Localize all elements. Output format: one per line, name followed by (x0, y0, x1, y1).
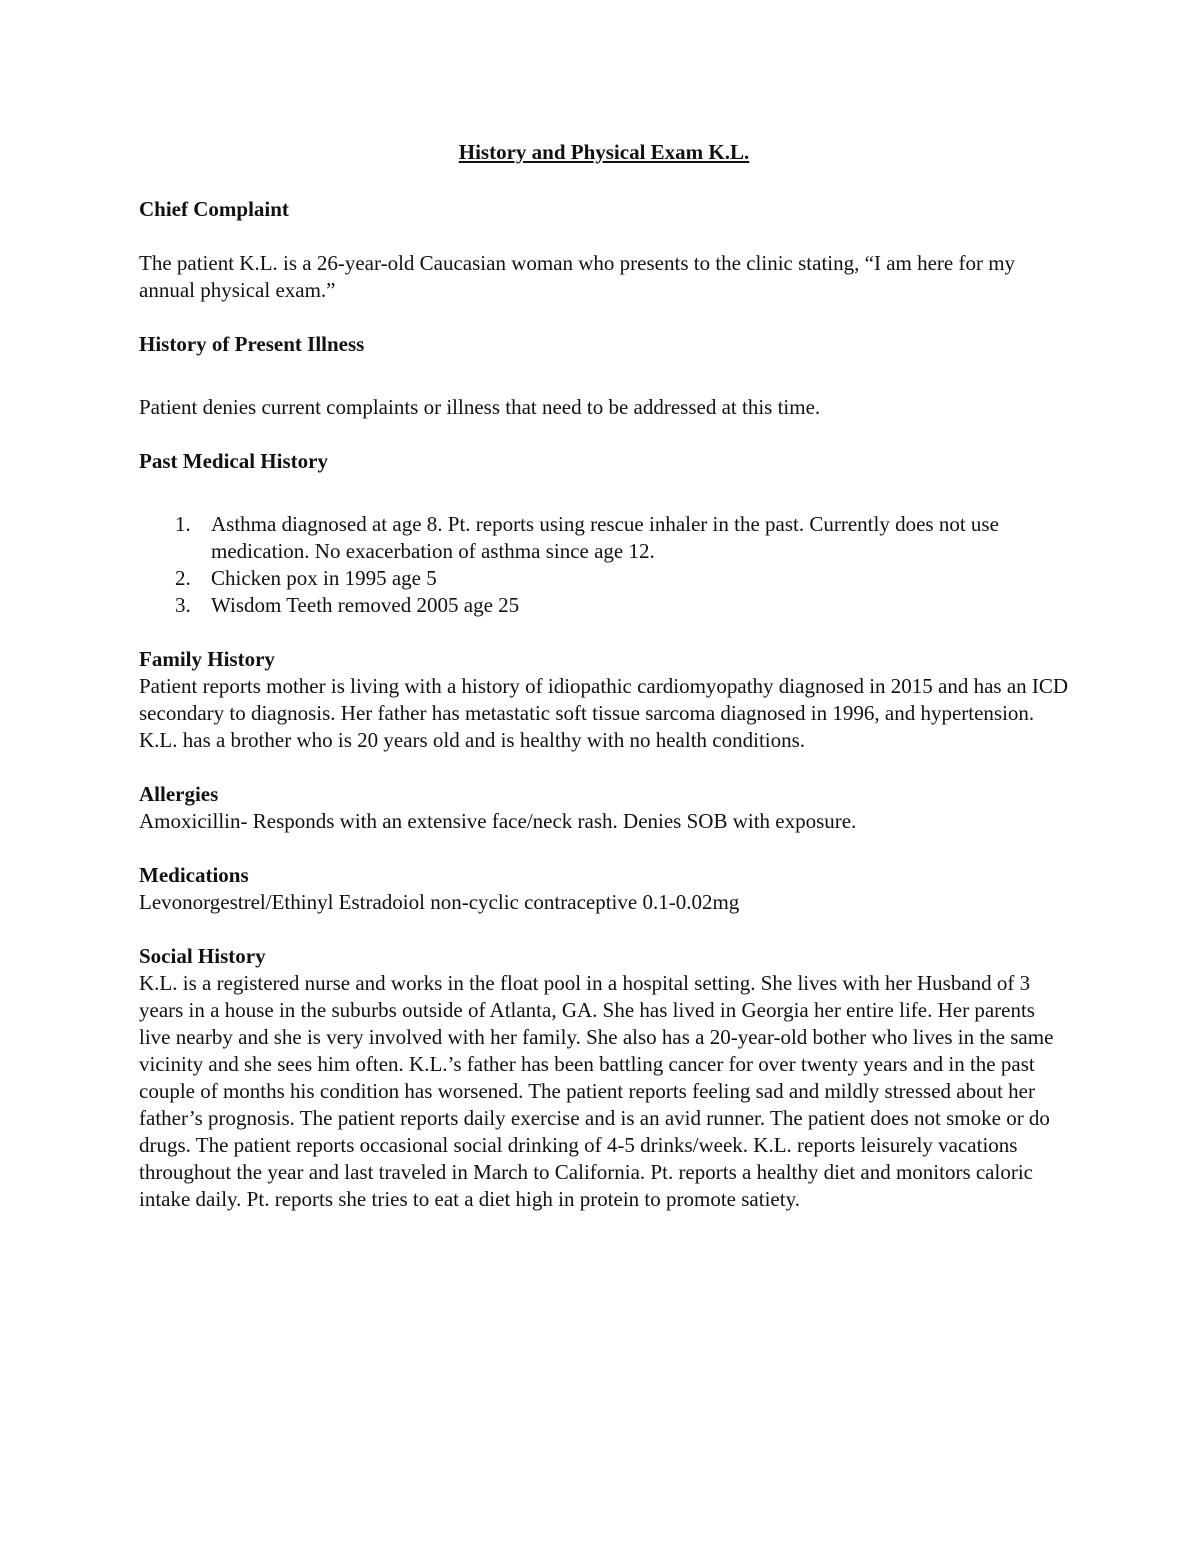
spacer (139, 619, 1069, 646)
spacer (139, 475, 1069, 511)
pmh-item-text: Wisdom Teeth removed 2005 age 25 (211, 593, 520, 617)
hpi-text: Patient denies current complaints or illness that need to be addressed at this time. (139, 395, 821, 419)
hpi-heading: History of Present Illness (139, 332, 365, 356)
medications-heading: Medications (139, 863, 249, 887)
pmh-item-number: 1. (175, 512, 191, 536)
pmh-heading: Past Medical History (139, 449, 328, 473)
document-page (139, 139, 1069, 1213)
pmh-item-number: 2. (175, 566, 191, 590)
allergies-text: Amoxicillin- Responds with an extensive face/neck rash. Denies SOB with exposure. (139, 809, 857, 833)
spacer (139, 835, 1069, 862)
pmh-list-item (139, 592, 1069, 619)
spacer (139, 358, 1069, 394)
spacer (139, 304, 1069, 331)
pmh-list-item (139, 565, 1069, 592)
social-history-heading: Social History (139, 944, 266, 968)
pmh-item-text: Chicken pox in 1995 age 5 (211, 566, 437, 590)
medications-text: Levonorgestrel/Ethinyl Estradoiol non-cyclic contraceptive 0.1-0.02mg (139, 890, 740, 914)
spacer (139, 223, 1069, 250)
document-title: History and Physical Exam K.L. (458, 140, 750, 164)
spacer (139, 916, 1069, 943)
pmh-item-text: Asthma diagnosed at age 8. Pt. reports using rescue inhaler in the past. Currently does not use medication. No exacerbation of asthma since age 12. (211, 512, 999, 563)
chief-complaint-heading: Chief Complaint (139, 197, 289, 221)
social-history-text: K.L. is a registered nurse and works in the float pool in a hospital setting. She lives with her Husband of 3 years in a house in the suburbs outside of Atlanta, GA. She has lived in Georgia her entire life. Her parents live nearby and she is very involved with her family. She also has a 20-year-old bother who lives in the same vicinity and she sees him often. K.L.’s father has been battling cancer for over twenty years and in the past couple of months his condition has worsened. The patient reports feeling sad and mildly stressed about her father’s prognosis. The patient reports daily exercise and is an avid runner. The patient does not smoke or do drugs. The patient reports occasional social drinking of 4-5 drinks/week. K.L. reports leisurely vacations throughout the year and last traveled in March to California. Pt. reports a healthy diet and monitors caloric intake daily. Pt. reports she tries to eat a diet high in protein to promote satiety. (139, 971, 1054, 1211)
pmh-item-number: 3. (175, 593, 191, 617)
family-history-heading: Family History (139, 647, 275, 671)
spacer (139, 421, 1069, 448)
pmh-list (139, 511, 1069, 619)
pmh-list-item (139, 511, 1069, 565)
spacer (139, 754, 1069, 781)
allergies-heading: Allergies (139, 782, 219, 806)
chief-complaint-text: The patient K.L. is a 26-year-old Caucasian woman who presents to the clinic stating, “I am here for my annual physical exam.” (139, 251, 1016, 302)
family-history-text: Patient reports mother is living with a history of idiopathic cardiomyopathy diagnosed in 2015 and has an ICD secondary to diagnosis. Her father has metastatic soft tissue sarcoma diagnosed in 1996, and hypertension. K.L. has a brother who is 20 years old and is healthy with no health conditions. (139, 674, 1069, 752)
